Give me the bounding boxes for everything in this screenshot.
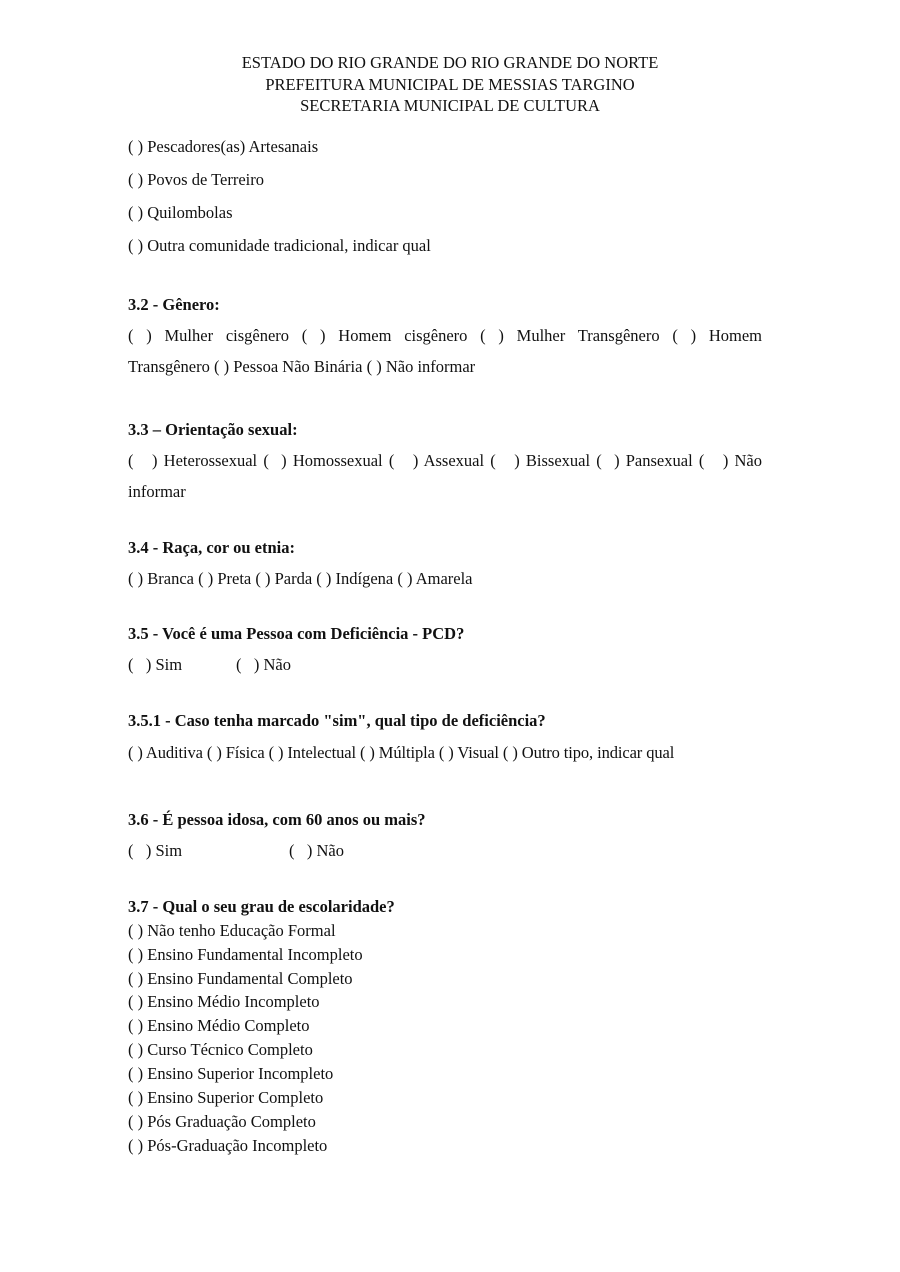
education-option[interactable]: ( ) Ensino Superior Incompleto <box>128 1064 334 1083</box>
question-title: 3.6 - É pessoa idosa, com 60 anos ou mais? <box>128 810 426 829</box>
orientation-options-line2[interactable]: informar <box>128 482 186 501</box>
option-povos-terreiro[interactable]: ( ) Povos de Terreiro <box>128 170 265 189</box>
education-option[interactable]: ( ) Ensino Fundamental Completo <box>128 969 353 988</box>
education-option[interactable]: ( ) Ensino Superior Completo <box>128 1088 324 1107</box>
education-option[interactable]: ( ) Pós-Graduação Incompleto <box>128 1136 328 1155</box>
question-title: 3.5.1 - Caso tenha marcado "sim", qual tipo de deficiência? <box>128 711 546 730</box>
question-title: 3.2 - Gênero: <box>128 295 220 314</box>
gender-options-line1[interactable]: ( ) Mulher cisgênero ( ) Homem cisgênero ( ) Mulher Transgênero ( ) Homem <box>128 326 762 345</box>
race-options[interactable]: ( ) Branca ( ) Preta ( ) Parda ( ) Indígena ( ) Amarela <box>128 569 473 588</box>
disability-options[interactable]: ( ) Auditiva ( ) Física ( ) Intelectual ( ) Múltipla ( ) Visual ( ) Outro tipo, indicar qual <box>128 743 675 762</box>
education-option[interactable]: ( ) Curso Técnico Completo <box>128 1040 313 1059</box>
option-nao[interactable]: ( ) Não <box>236 655 291 674</box>
question-title: 3.7 - Qual o seu grau de escolaridade? <box>128 897 395 916</box>
question-title: 3.3 – Orientação sexual: <box>128 420 298 439</box>
education-option[interactable]: ( ) Pós Graduação Completo <box>128 1112 316 1131</box>
education-option[interactable]: ( ) Ensino Fundamental Incompleto <box>128 945 363 964</box>
education-option[interactable]: ( ) Ensino Médio Completo <box>128 1016 310 1035</box>
question-title: 3.5 - Você é uma Pessoa com Deficiência - PCD? <box>128 624 465 643</box>
header-prefecture: PREFEITURA MUNICIPAL DE MESSIAS TARGINO <box>265 75 635 94</box>
option-nao[interactable]: ( ) Não <box>289 841 344 860</box>
option-outra-comunidade[interactable]: ( ) Outra comunidade tradicional, indicar qual <box>128 236 431 255</box>
education-option[interactable]: ( ) Ensino Médio Incompleto <box>128 992 320 1011</box>
education-option[interactable]: ( ) Não tenho Educação Formal <box>128 921 336 940</box>
option-sim[interactable]: ( ) Sim <box>128 841 183 860</box>
option-sim[interactable]: ( ) Sim <box>128 655 183 674</box>
option-quilombolas[interactable]: ( ) Quilombolas <box>128 203 233 222</box>
question-title: 3.4 - Raça, cor ou etnia: <box>128 538 295 557</box>
orientation-options-line1[interactable]: ( ) Heterossexual ( ) Homossexual ( ) Assexual ( ) Bissexual ( ) Pansexual ( ) Não <box>128 451 762 470</box>
option-pescadores[interactable]: ( ) Pescadores(as) Artesanais <box>128 137 319 156</box>
header-secretariat: SECRETARIA MUNICIPAL DE CULTURA <box>300 96 600 115</box>
gender-options-line2[interactable]: Transgênero ( ) Pessoa Não Binária ( ) Não informar <box>128 357 476 376</box>
header-state: ESTADO DO RIO GRANDE DO RIO GRANDE DO NORTE <box>241 53 659 72</box>
